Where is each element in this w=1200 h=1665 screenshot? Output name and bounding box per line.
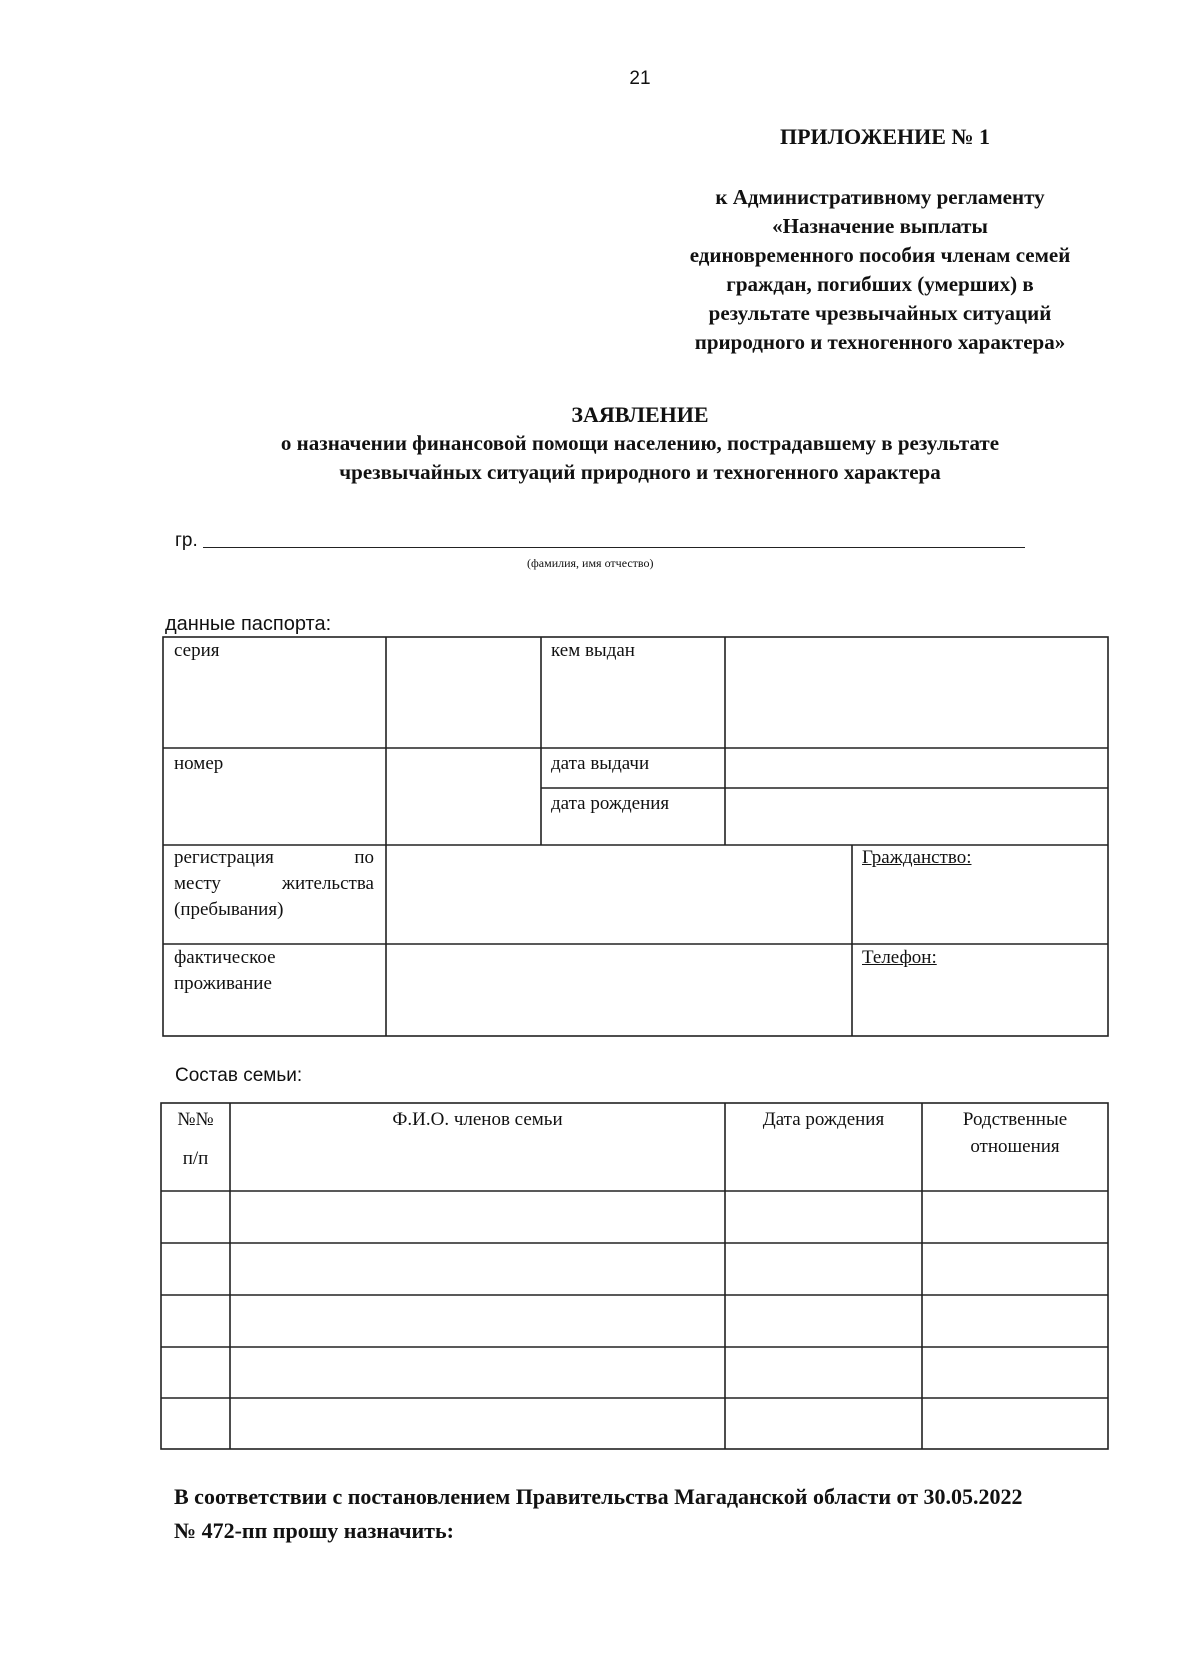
registration-word: жительства — [281, 873, 374, 894]
actual-residence-label — [174, 945, 276, 997]
subtitle-line: чрезвычайных ситуаций природного и техногенного характера — [339, 460, 941, 484]
family-table-row[interactable] — [162, 1348, 1107, 1397]
actual-residence-line: проживание — [174, 973, 272, 994]
family-table-row[interactable] — [162, 1192, 1107, 1242]
applicant-name-field[interactable] — [203, 547, 1025, 548]
family-header-number-line: №№ — [177, 1109, 214, 1130]
family-header-birth-date: Дата рождения — [762, 1109, 885, 1130]
number-label: номер — [174, 753, 224, 774]
family-table-row[interactable] — [162, 1296, 1107, 1346]
passport-label: данные паспорта: — [165, 613, 332, 635]
citizenship-label: Гражданство: — [862, 847, 972, 868]
registration-word: месту — [174, 873, 221, 894]
birth-date-label: дата рождения — [551, 793, 670, 814]
family-header-number-line: п/п — [182, 1148, 209, 1169]
birth-date-input[interactable] — [726, 789, 1107, 844]
number-input[interactable] — [387, 749, 540, 844]
family-header-relation — [923, 1106, 1107, 1160]
issue-date-input[interactable] — [726, 749, 1107, 787]
issued-by-input[interactable] — [726, 638, 1107, 747]
page-number: 21 — [629, 68, 651, 89]
series-label: серия — [174, 640, 220, 661]
series-input[interactable] — [387, 638, 540, 747]
request-statement — [174, 1480, 1114, 1548]
phone-label: Телефон: — [862, 947, 937, 968]
registration-word: по — [354, 847, 374, 868]
appendix-line: к Административному регламенту — [715, 185, 1045, 209]
family-header-name: Ф.И.О. членов семьи — [392, 1109, 563, 1130]
family-header-relation-line: отношения — [970, 1136, 1060, 1157]
family-label: Состав семьи: — [175, 1065, 303, 1086]
appendix-line: результате чрезвычайных ситуаций — [708, 301, 1052, 325]
registration-word: регистрация — [174, 847, 274, 868]
appendix-line: единовременного пособия членам семей — [689, 243, 1071, 267]
family-header-relation-line: Родственные — [962, 1109, 1068, 1130]
document-subtitle — [140, 429, 1140, 487]
registration-label — [174, 845, 374, 923]
request-statement-line: № 472-пп прошу назначить: — [174, 1518, 454, 1543]
family-table-row[interactable] — [162, 1399, 1107, 1448]
appendix-reference — [640, 183, 1120, 357]
appendix-line: «Назначение выплаты — [772, 214, 988, 238]
applicant-prefix: гр. — [175, 530, 198, 551]
actual-residence-line: фактическое — [174, 947, 276, 968]
issue-date-label: дата выдачи — [551, 753, 650, 774]
family-header-number — [162, 1106, 229, 1172]
document-title: ЗАЯВЛЕНИЕ — [571, 402, 709, 427]
appendix-line: граждан, погибших (умерших) в — [726, 272, 1034, 296]
appendix-title: ПРИЛОЖЕНИЕ № 1 — [780, 124, 991, 149]
issued-by-label: кем выдан — [551, 640, 635, 661]
registration-word: (пребывания) — [174, 899, 284, 920]
subtitle-line: о назначении финансовой помощи населению, пострадавшему в результате — [280, 431, 1000, 455]
request-statement-line: В соответствии с постановлением Правительства Магаданской области от 30.05.2022 — [174, 1484, 1023, 1509]
actual-residence-input[interactable] — [387, 945, 851, 1035]
registration-input[interactable] — [387, 846, 851, 943]
family-table-row[interactable] — [162, 1244, 1107, 1294]
applicant-name-caption: (фамилия, имя отчество) — [527, 556, 654, 570]
appendix-line: природного и техногенного характера» — [694, 330, 1066, 354]
